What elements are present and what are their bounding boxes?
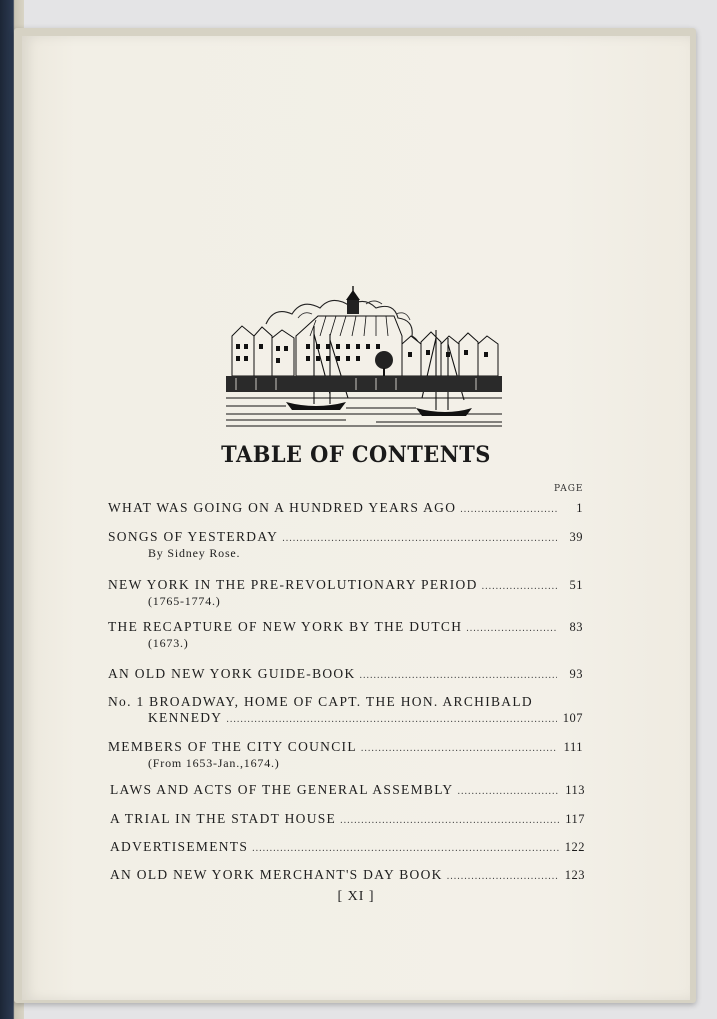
toc-entry-page: 123 [564, 868, 585, 882]
dot-leader [282, 529, 557, 545]
toc-entry [108, 500, 583, 516]
page-folio: [ XI ] [337, 889, 375, 904]
toc-entry [110, 839, 585, 855]
toc-entry [108, 666, 583, 682]
toc-entry [108, 619, 583, 651]
book-page [22, 36, 690, 1000]
page-column-header: PAGE [554, 484, 584, 494]
harbor-town-engraving-icon [226, 264, 506, 444]
toc-entry-title: NEW YORK IN THE PRE-REVOLUTIONARY PERIOD [108, 577, 478, 592]
toc-entry-title: LAWS AND ACTS OF THE GENERAL ASSEMBLY [110, 782, 454, 797]
toc-entry-title: No. 1 BROADWAY, HOME OF CAPT. THE HON. ARCHIBALD [108, 694, 533, 709]
dot-leader [447, 867, 559, 883]
toc-entry-page: 1 [576, 501, 583, 515]
toc-entry-subtitle: By Sidney Rose. [148, 546, 241, 560]
toc-entry-page: 117 [565, 812, 585, 826]
toc-entry-page: 107 [562, 711, 583, 725]
dot-leader [360, 666, 557, 682]
toc-entry-page: 93 [569, 667, 583, 681]
dot-leader [466, 619, 557, 635]
dot-leader [457, 782, 559, 798]
dot-leader [226, 710, 557, 726]
dot-leader [361, 739, 557, 755]
toc-entry-title: A TRIAL IN THE STADT HOUSE [110, 811, 337, 826]
toc-entry-title: AN OLD NEW YORK MERCHANT'S DAY BOOK [110, 867, 443, 882]
page-title: TABLE OF CONTENTS [221, 442, 491, 468]
toc-entry-title: AN OLD NEW YORK GUIDE-BOOK [108, 666, 356, 681]
toc-entry-subtitle: (1765-1774.) [148, 594, 221, 608]
toc-entry [110, 811, 585, 827]
dot-leader [482, 577, 557, 593]
toc-entry-subtitle: (1673.) [148, 636, 189, 650]
toc-entry [108, 694, 583, 726]
dot-leader [460, 500, 557, 516]
toc-entry-title: MEMBERS OF THE CITY COUNCIL [108, 739, 357, 754]
toc-entry [110, 867, 585, 883]
toc-entry-title: ADVERTISEMENTS [110, 839, 249, 854]
toc-entry-page: 111 [563, 740, 583, 754]
dot-leader [252, 839, 559, 855]
toc-entry-page: 83 [569, 620, 583, 634]
dot-leader [340, 811, 559, 827]
toc-entry-page: 113 [565, 783, 585, 797]
toc-entry [108, 577, 583, 609]
toc-entry [110, 782, 585, 798]
toc-entry-page: 51 [569, 578, 583, 592]
toc-entry-subtitle: (From 1653-Jan.,1674.) [148, 756, 280, 770]
toc-entry-title: SONGS OF YESTERDAY [108, 529, 279, 544]
toc-entry-page: 39 [569, 530, 583, 544]
toc-entry [108, 739, 583, 771]
toc-entry [108, 529, 583, 561]
toc-entry-page: 122 [564, 840, 585, 854]
toc-entry-title-continued: KENNEDY [148, 710, 223, 725]
toc-entry-title: THE RECAPTURE OF NEW YORK BY THE DUTCH [108, 619, 463, 634]
toc-entry-title: WHAT WAS GOING ON A HUNDRED YEARS AGO [108, 500, 457, 515]
